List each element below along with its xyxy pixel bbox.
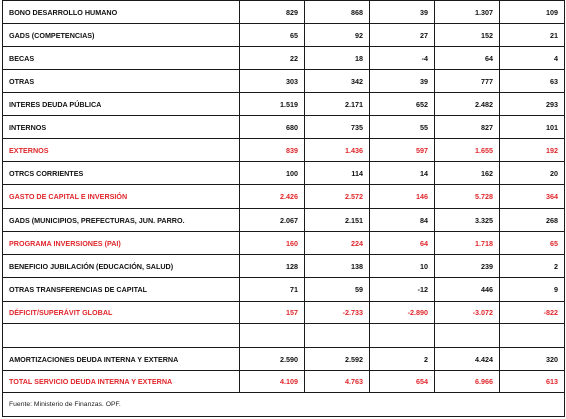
row-value-col-1: 2.590 <box>240 348 305 371</box>
row-value-col-3: 27 <box>370 24 435 47</box>
row-value-col-5: 109 <box>500 1 565 24</box>
table-row <box>3 371 565 393</box>
table-row-spacer <box>3 324 565 348</box>
row-value-col-4: 1.718 <box>435 232 500 255</box>
row-label: OTRAS TRANSFERENCIAS DE CAPITAL <box>3 278 240 302</box>
row-value-col-2: 59 <box>305 278 370 302</box>
table-row <box>3 70 565 93</box>
row-label: INTERES DEUDA PÚBLICA <box>3 93 240 116</box>
row-label: EXTERNOS <box>3 139 240 162</box>
row-value-col-5: 192 <box>500 139 565 162</box>
row-value-col-2: 114 <box>305 162 370 185</box>
row-value-col-1: 65 <box>240 24 305 47</box>
row-label: BONO DESARROLLO HUMANO <box>3 1 240 24</box>
fiscal-table-body <box>3 1 565 417</box>
row-value-col-3: 146 <box>370 185 435 209</box>
table-row <box>3 278 565 302</box>
row-label: OTRAS <box>3 70 240 93</box>
row-label: BECAS <box>3 47 240 70</box>
row-value-col-5: 613 <box>500 371 565 393</box>
row-value-col-1: 680 <box>240 116 305 139</box>
row-label: GADS (MUNICIPIOS, PREFECTURAS, JUN. PARRO. <box>3 209 240 232</box>
row-label <box>3 324 240 348</box>
row-value-col-1: 160 <box>240 232 305 255</box>
row-value-col-1: 303 <box>240 70 305 93</box>
row-value-col-2: 4.763 <box>305 371 370 393</box>
row-value-col-3: -4 <box>370 47 435 70</box>
row-value-col-3: 14 <box>370 162 435 185</box>
table-row <box>3 47 565 70</box>
row-value-col-4: 777 <box>435 70 500 93</box>
row-value-col-1: 4.109 <box>240 371 305 393</box>
row-value-col-3: 55 <box>370 116 435 139</box>
row-label: INTERNOS <box>3 116 240 139</box>
table-row <box>3 348 565 371</box>
row-value-col-1: 157 <box>240 302 305 324</box>
row-value-col-5: 320 <box>500 348 565 371</box>
row-value-col-1: 71 <box>240 278 305 302</box>
row-value-col-1: 100 <box>240 162 305 185</box>
table-row <box>3 139 565 162</box>
table-row <box>3 232 565 255</box>
row-value-col-1: 839 <box>240 139 305 162</box>
row-value-col-5 <box>500 324 565 348</box>
row-value-col-4: 5.728 <box>435 185 500 209</box>
row-value-col-4: 1.307 <box>435 1 500 24</box>
row-value-col-2 <box>305 324 370 348</box>
row-value-col-4: 446 <box>435 278 500 302</box>
table-row <box>3 302 565 324</box>
table-row <box>3 162 565 185</box>
row-value-col-1: 2.067 <box>240 209 305 232</box>
row-value-col-4: -3.072 <box>435 302 500 324</box>
row-value-col-3: -12 <box>370 278 435 302</box>
row-value-col-3: 39 <box>370 1 435 24</box>
row-value-col-1: 829 <box>240 1 305 24</box>
row-label: GASTO DE CAPITAL E INVERSIÓN <box>3 185 240 209</box>
row-label: AMORTIZACIONES DEUDA INTERNA Y EXTERNA <box>3 348 240 371</box>
row-value-col-2: 868 <box>305 1 370 24</box>
row-value-col-5: 101 <box>500 116 565 139</box>
row-value-col-3: 10 <box>370 255 435 278</box>
table-row <box>3 1 565 24</box>
source-row <box>3 393 565 417</box>
table-row <box>3 185 565 209</box>
row-value-col-3: 654 <box>370 371 435 393</box>
row-value-col-4: 4.424 <box>435 348 500 371</box>
row-value-col-3: 64 <box>370 232 435 255</box>
row-value-col-3: 2 <box>370 348 435 371</box>
row-value-col-2: 735 <box>305 116 370 139</box>
row-value-col-5: 65 <box>500 232 565 255</box>
row-value-col-2: 138 <box>305 255 370 278</box>
row-value-col-1: 1.519 <box>240 93 305 116</box>
row-value-col-1: 22 <box>240 47 305 70</box>
row-label: GADS (COMPETENCIAS) <box>3 24 240 47</box>
row-value-col-3 <box>370 324 435 348</box>
row-label: DÉFICIT/SUPERÁVIT GLOBAL <box>3 302 240 324</box>
row-value-col-1: 2.426 <box>240 185 305 209</box>
row-value-col-1 <box>240 324 305 348</box>
row-value-col-1: 128 <box>240 255 305 278</box>
row-value-col-2: 2.171 <box>305 93 370 116</box>
row-value-col-4: 64 <box>435 47 500 70</box>
fiscal-table-container <box>2 0 564 417</box>
row-value-col-5: 268 <box>500 209 565 232</box>
row-value-col-5: 9 <box>500 278 565 302</box>
row-label: TOTAL SERVICIO DEUDA INTERNA Y EXTERNA <box>3 371 240 393</box>
row-value-col-2: 92 <box>305 24 370 47</box>
row-value-col-3: 39 <box>370 70 435 93</box>
row-value-col-4: 827 <box>435 116 500 139</box>
table-row <box>3 116 565 139</box>
fiscal-table <box>2 0 565 417</box>
row-value-col-5: 364 <box>500 185 565 209</box>
row-value-col-4: 3.325 <box>435 209 500 232</box>
row-value-col-4: 1.655 <box>435 139 500 162</box>
row-value-col-5: 4 <box>500 47 565 70</box>
row-value-col-2: 18 <box>305 47 370 70</box>
row-value-col-3: 597 <box>370 139 435 162</box>
row-value-col-4: 162 <box>435 162 500 185</box>
row-value-col-4: 2.482 <box>435 93 500 116</box>
row-value-col-5: 2 <box>500 255 565 278</box>
row-value-col-4: 152 <box>435 24 500 47</box>
row-value-col-5: -822 <box>500 302 565 324</box>
table-row <box>3 24 565 47</box>
row-value-col-5: 21 <box>500 24 565 47</box>
table-row <box>3 209 565 232</box>
row-value-col-2: 2.151 <box>305 209 370 232</box>
row-value-col-2: 342 <box>305 70 370 93</box>
row-value-col-2: 2.572 <box>305 185 370 209</box>
row-value-col-3: 652 <box>370 93 435 116</box>
row-label: PROGRAMA INVERSIONES (PAI) <box>3 232 240 255</box>
row-value-col-4: 239 <box>435 255 500 278</box>
row-value-col-2: 1.436 <box>305 139 370 162</box>
source-note: Fuente: Ministerio de Finanzas. OPF. <box>3 393 565 417</box>
row-label: BENEFICIO JUBILACIÓN (EDUCACIÓN, SALUD) <box>3 255 240 278</box>
row-value-col-4: 6.966 <box>435 371 500 393</box>
row-value-col-2: 224 <box>305 232 370 255</box>
table-row <box>3 255 565 278</box>
row-value-col-2: 2.592 <box>305 348 370 371</box>
table-row <box>3 93 565 116</box>
row-value-col-3: -2.890 <box>370 302 435 324</box>
row-value-col-4 <box>435 324 500 348</box>
row-value-col-5: 20 <box>500 162 565 185</box>
row-value-col-5: 293 <box>500 93 565 116</box>
row-value-col-2: -2.733 <box>305 302 370 324</box>
row-label: OTRCS CORRIENTES <box>3 162 240 185</box>
row-value-col-3: 84 <box>370 209 435 232</box>
row-value-col-5: 63 <box>500 70 565 93</box>
